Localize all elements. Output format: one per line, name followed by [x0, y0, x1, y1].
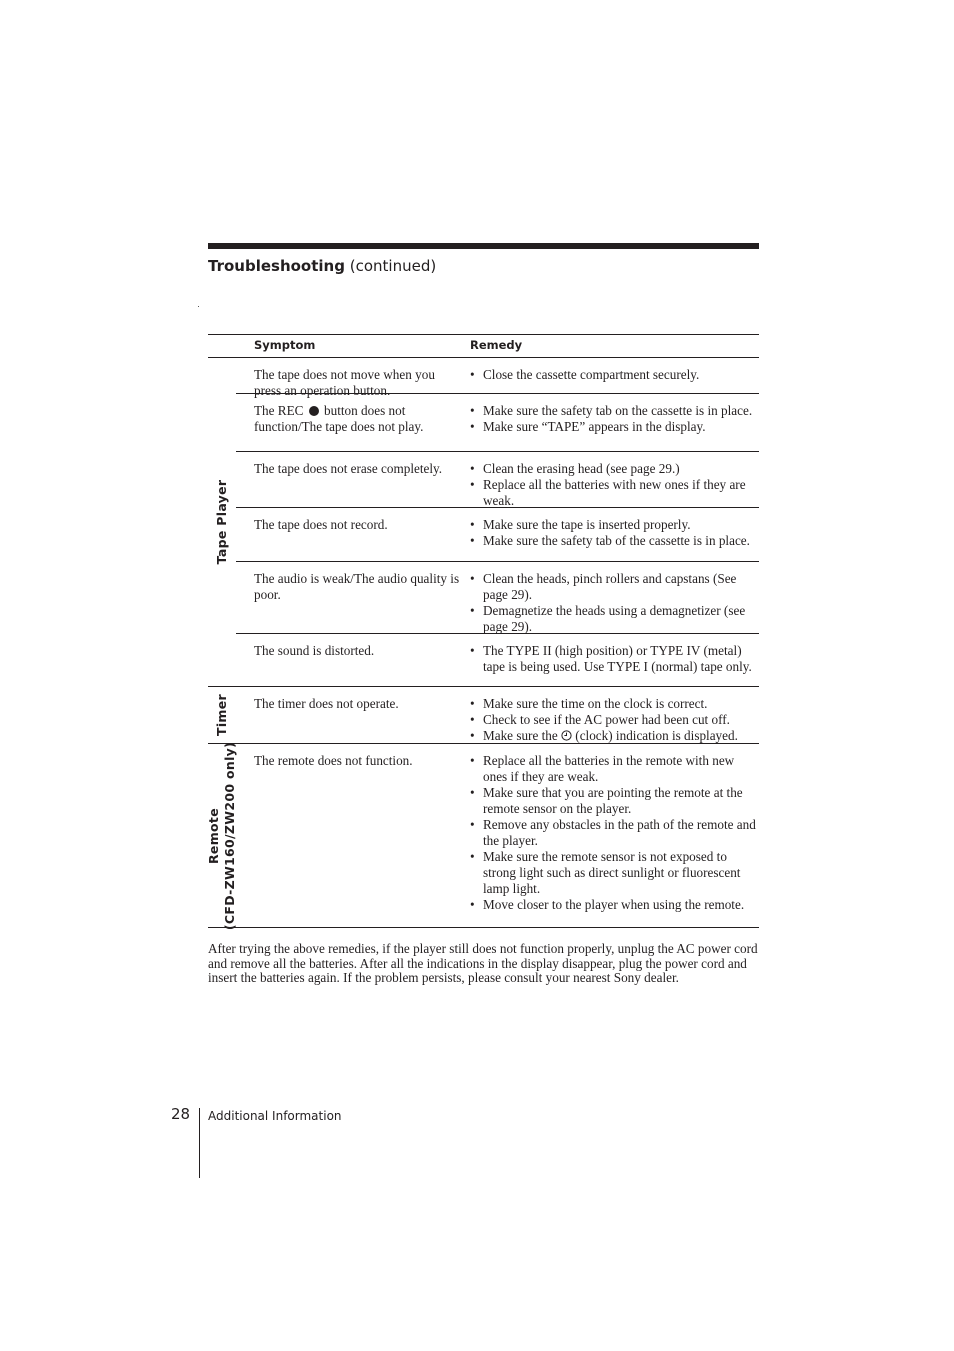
remedy-item: • Make sure the time on the clock is correct. [470, 696, 760, 712]
table-row [236, 358, 759, 398]
group-label-cell [208, 687, 236, 743]
table-row [236, 452, 759, 508]
remedy-text-part: (clock) indication is displayed. [575, 728, 738, 743]
closing-paragraph: After trying the above remedies, if the player still does not function properly, unplug the AC power cord and remove all the batteries. After all the indications in the display disappear, plug the power cord and insert the batteries again. If the problem persists, please consult your nearest Sony dealer. [208, 941, 758, 985]
remedy-item: • Make sure the safety tab on the cassette is in place. [470, 403, 760, 419]
remedy-list [470, 517, 760, 549]
page-number-divider [199, 1108, 200, 1178]
top-rule [208, 243, 759, 249]
remedy-item: • Check to see if the AC power had been cut off. [470, 712, 760, 728]
group-label-remote-line2: (CFD-ZW160/ZW200 only) [222, 741, 237, 930]
symptom-text-part: The REC [254, 403, 304, 418]
page-heading [208, 256, 436, 276]
remedy-item: • Make sure the tape is inserted properly. [470, 517, 760, 533]
table-row [236, 508, 759, 562]
remedy-list [470, 571, 760, 635]
remedy-list [470, 461, 760, 509]
section-name: Additional Information [208, 1109, 342, 1123]
remedy-item: • Make sure “TAPE” appears in the display. [470, 419, 760, 435]
group-remote [206, 741, 759, 930]
symptom-text: The tape does not record. [254, 517, 388, 532]
group-label-remote-line1: Remote [206, 807, 221, 864]
header-symptom: Symptom [254, 338, 316, 352]
remedy-item: • The TYPE II (high position) or TYPE IV (metal) tape is being used. Use TYPE I (normal) tape only. [470, 643, 760, 675]
remedy-item: • Make sure that you are pointing the remote at the remote sensor on the player. [470, 785, 760, 817]
group-label-cell [208, 358, 236, 686]
table-row [236, 562, 759, 634]
remedy-item: • Close the cassette compartment securely. [470, 367, 760, 383]
header-remedy: Remedy [470, 338, 523, 352]
troubleshooting-table [208, 334, 759, 928]
symptom-text-part: button does not function/The tape does not play. [254, 403, 424, 434]
remedy-item: • Clean the heads, pinch rollers and capstans (See page 29). [470, 571, 760, 603]
symptom-text: The sound is distorted. [254, 643, 375, 658]
remedy-text-part: Make sure the [483, 728, 558, 743]
remedy-list [470, 367, 760, 383]
remedy-item: • Clean the erasing head (see page 29.) [470, 461, 760, 477]
symptom-text: The tape does not erase completely. [254, 461, 443, 476]
remedy-list [470, 696, 760, 744]
remedy-list [470, 403, 760, 435]
group-label-tape-player: Tape Player [214, 479, 229, 565]
group-timer [208, 687, 759, 744]
record-dot-icon [309, 406, 319, 416]
remedy-item: • Make sure the safety tab of the cassette is in place. [470, 533, 760, 549]
symptom-text: The timer does not operate. [254, 696, 399, 711]
symptom-text: The remote does not function. [254, 753, 413, 768]
remedy-item: • Move closer to the player when using the remote. [470, 897, 760, 913]
group-label-cell [206, 741, 237, 930]
symptom-text [254, 403, 462, 435]
symptom-text: The audio is weak/The audio quality is poor. [254, 571, 460, 602]
group-label-timer: Timer [214, 694, 229, 736]
stray-mark [198, 306, 199, 307]
heading-continued: (continued) [349, 257, 437, 275]
heading-title: Troubleshooting [208, 257, 345, 275]
table-row [236, 394, 759, 452]
remedy-item: • Make sure the remote sensor is not exposed to strong light such as direct sunlight or fluorescent lamp light. [470, 849, 760, 897]
page-number: 28 [171, 1105, 191, 1123]
remedy-item [470, 728, 760, 744]
remedy-list [470, 643, 760, 675]
table-row [236, 687, 759, 743]
table-row [236, 634, 759, 686]
table-row [236, 744, 759, 927]
symptom-text: The tape does not move when you press an operation button. [254, 367, 435, 398]
remedy-item: • Remove any obstacles in the path of the remote and the player. [470, 817, 760, 849]
group-tape-player [208, 358, 759, 687]
remedy-item: • Demagnetize the heads using a demagnetizer (see page 29). [470, 603, 760, 635]
remedy-list [470, 753, 760, 913]
remedy-item: • Replace all the batteries in the remote with new ones if they are weak. [470, 753, 760, 785]
table-header [208, 335, 759, 358]
remedy-item: • Replace all the batteries with new ones if they are weak. [470, 477, 760, 509]
clock-icon [561, 730, 572, 741]
group-label-remote [206, 741, 238, 929]
